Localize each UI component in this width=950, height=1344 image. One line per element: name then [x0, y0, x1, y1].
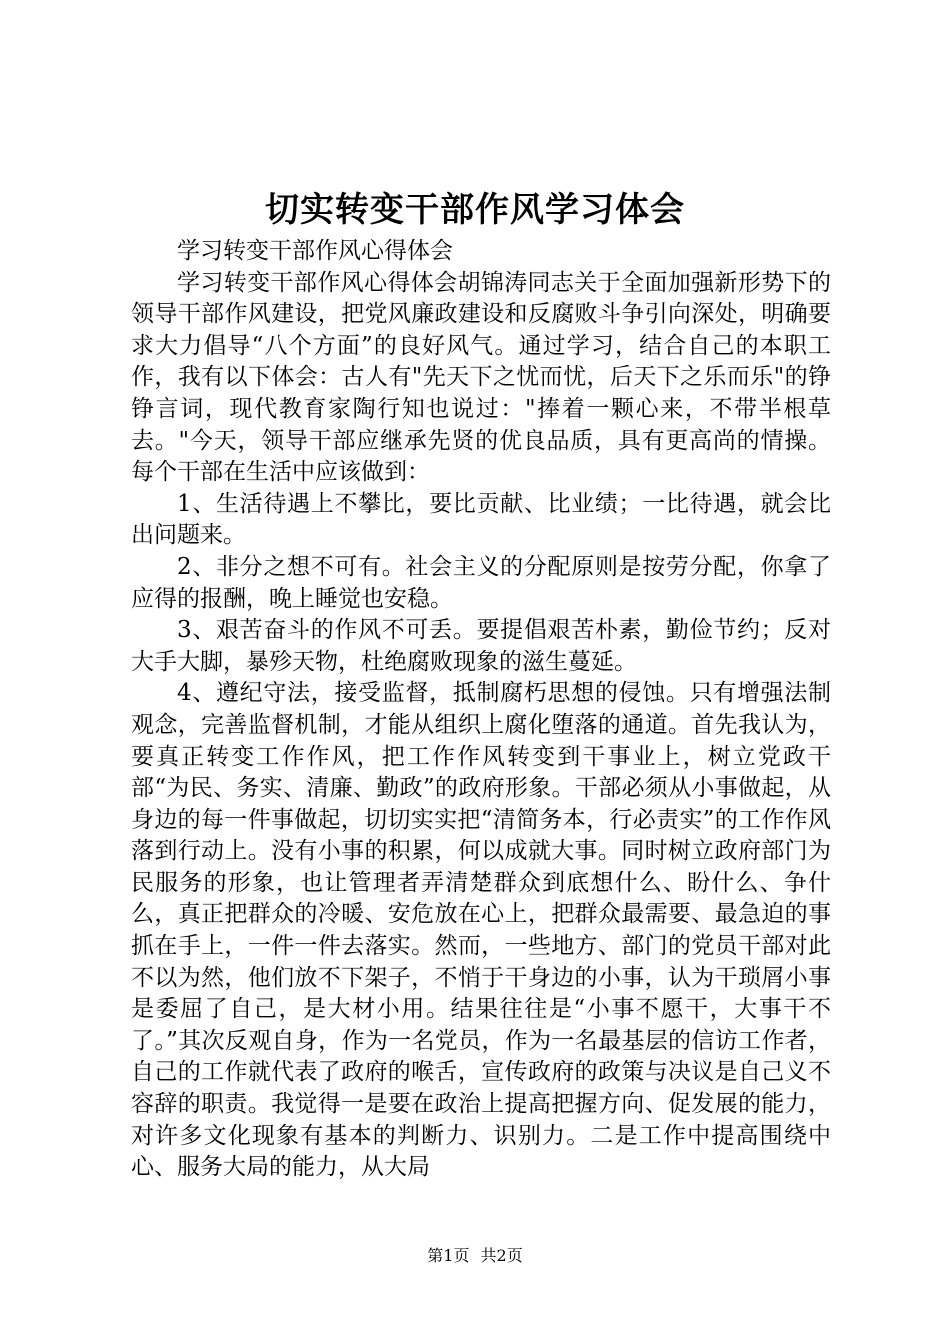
paragraph-subtitle: 学习转变干部作风心得体会 [177, 238, 453, 264]
paragraph-item-1: 1、生活待遇上不攀比，要比贡献、比业绩；一比待遇，就会比出问题来。 [131, 490, 831, 549]
paragraph-item-2: 2、非分之想不可有。社会主义的分配原则是按劳分配，你拿了应得的报酬，晚上睡觉也安稳。 [131, 553, 831, 612]
page-footer [0, 1245, 950, 1267]
paragraph-item-4: 4、遵纪守法，接受监督，抵制腐朽思想的侵蚀。只有增强法制观念，完善监督机制，才能从组织上腐化堕落的通道。首先我认为，要真正转变工作作风，把工作作风转变到干事业上，树立党政干部“为民、务实、清廉、勤政”的政府形象。干部必须从小事做起，从身边的每一件事做起，切切实实把“清简务本，行必责实”的工作作风落到行动上。没有小事的积累，何以成就大事。同时树立政府部门为民服务的形象，也让管理者弄清楚群众到底想什么、盼什么、争什么，真正把群众的冷暖、安危放在心上，把群众最需要、最急迫的事抓在手上，一件一件去落实。然而，一些地方、部门的党员干部对此不以为然，他们放不下架子，不悄于干身边的小事，认为干琐屑小事是委屈了自己，是大材小用。结果往往是“小事不愿干，大事干不了。”其次反观自身，作为一名党员，作为一名最基层的信访工作者，自己的工作就代表了政府的喉舌，宣传政府的政策与决议是自己义不容辞的职责。我觉得一是要在政治上提高把握方向、促发展的能力，对许多文化现象有基本的判断力、识别力。二是工作中提高围绕中心、服务大局的能力，从大局 [131, 680, 831, 1181]
page-number: 第1页 [427, 1246, 470, 1265]
paragraph-intro: 学习转变干部作风心得体会胡锦涛同志关于全面加强新形势下的领导干部作风建设，把党风廉政建设和反腐败斗争引向深处，明确要求大力倡导“八个方面”的良好风气。通过学习，结合自己的本职工作，我有以下体会：古人有"先天下之忧而忧，后天下之乐而乐"的铮铮言词，现代教育家陶行知也说过："捧着一颗心来，不带半根草去。"今天，领导干部应继承先贤的优良品质，具有更高尚的情操。每个干部在生活中应该做到： [131, 269, 831, 486]
document-title: 切实转变干部作风学习体会 [265, 190, 685, 230]
document-body [131, 236, 831, 1184]
paragraph-item-3: 3、艰苦奋斗的作风不可丢。要提倡艰苦朴素，勤俭节约；反对大手大脚，暴殄天物，杜绝腐败现象的滋生蔓延。 [131, 617, 831, 675]
page-total: 共2页 [480, 1246, 523, 1265]
